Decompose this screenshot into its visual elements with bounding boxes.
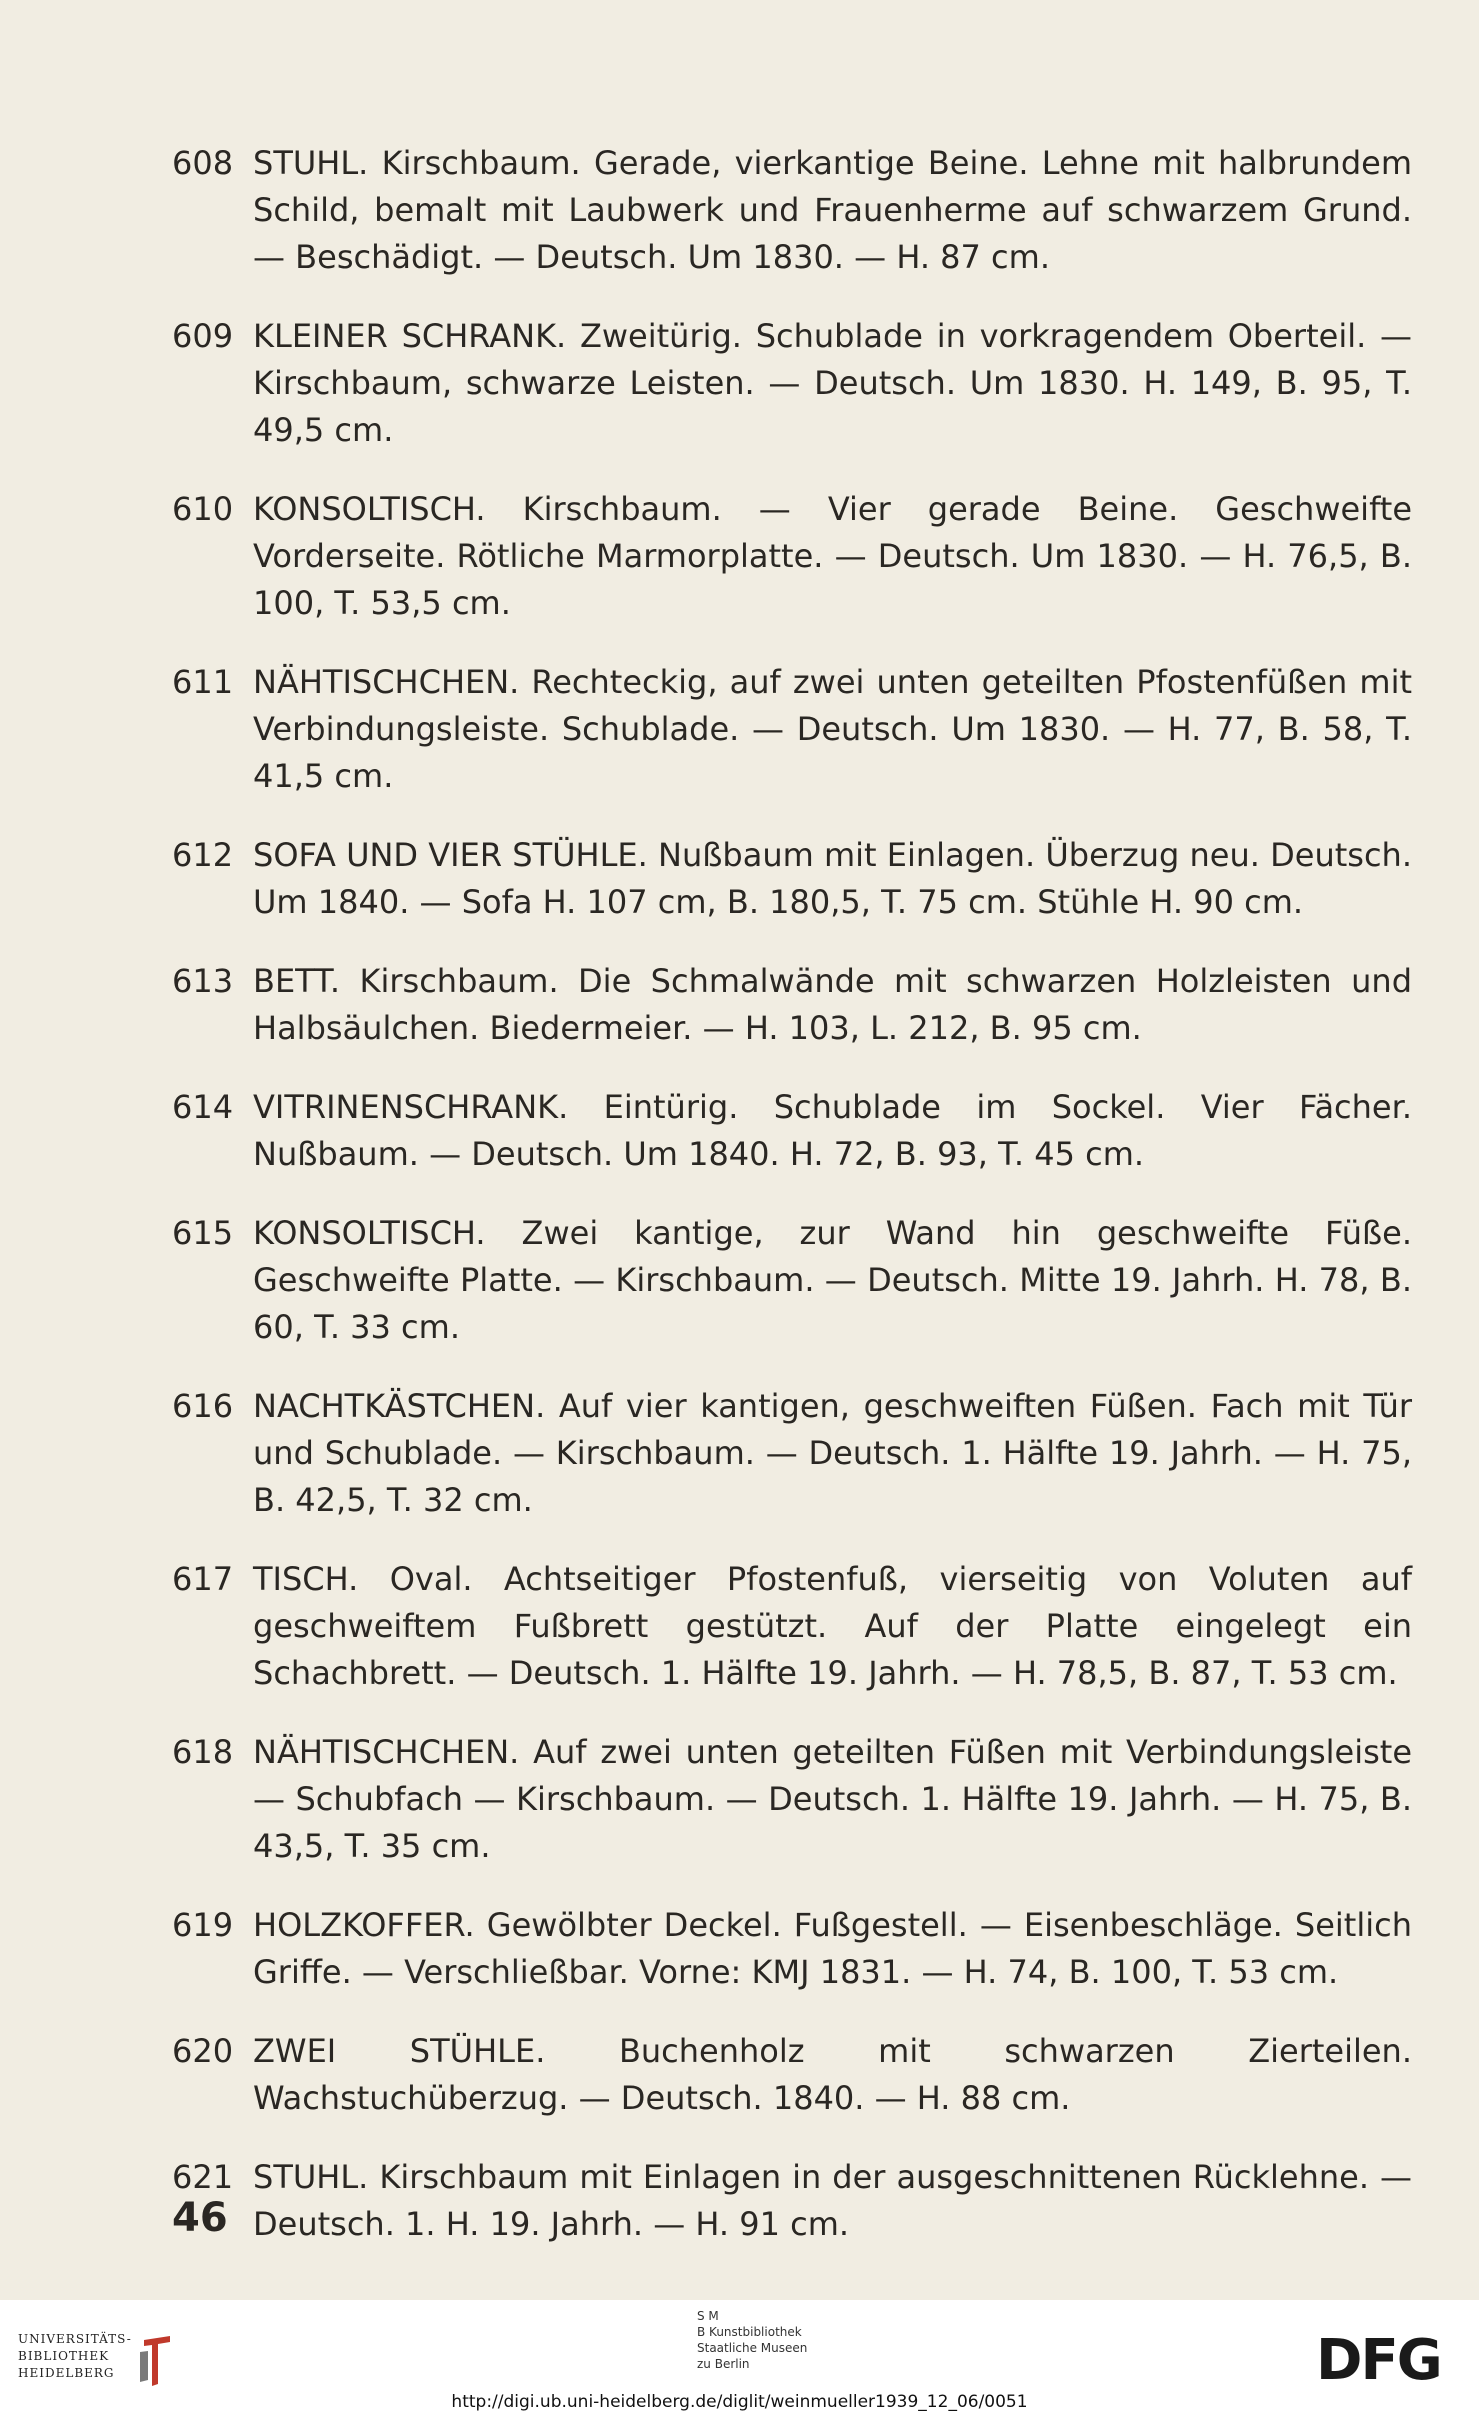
sm-line: Staatliche Museen [697, 2341, 808, 2355]
page-number: 46 [172, 2195, 228, 2241]
entry-number: 609 [172, 317, 234, 355]
entry-number: 611 [172, 663, 234, 701]
entry-text: KONSOLTISCH. Zwei kantige, zur Wand hin geschweifte Füße. Geschweifte Platte. — Kirschbaum. — Deutsch. Mitte 19. Jahrh. H. 78, B. 60, T. 33 cm. [253, 1214, 1412, 1346]
entry-number: 608 [172, 144, 234, 182]
sm-kunstbibliothek-logo[interactable] [697, 2308, 897, 2372]
heidelberg-library-logo[interactable] [18, 2330, 178, 2390]
library-line: HEIDELBERG [18, 2366, 115, 2380]
catalog-entry [172, 832, 1412, 926]
entry-number: 614 [172, 1088, 234, 1126]
catalog-entry [172, 313, 1412, 454]
catalog-entry [172, 2028, 1412, 2122]
catalog-entry [172, 2154, 1412, 2248]
entry-text: STUHL. Kirschbaum mit Einlagen in der ausgeschnittenen Rücklehne. — Deutsch. 1. H. 19. Jahrh. — H. 91 cm. [253, 2158, 1412, 2243]
entry-number: 620 [172, 2032, 234, 2070]
entry-text: KLEINER SCHRANK. Zweitürig. Schublade in vorkragendem Oberteil. — Kirschbaum, schwarze Leisten. — Deutsch. Um 1830. H. 149, B. 95, T. 49,5 cm. [253, 317, 1412, 449]
entry-text: HOLZKOFFER. Gewölbter Deckel. Fußgestell. — Eisenbeschläge. Seitlich Griffe. — Verschließbar. Vorne: KMJ 1831. — H. 74, B. 100, T. 53 cm. [253, 1906, 1412, 1991]
sm-line: B Kunstbibliothek [697, 2325, 802, 2339]
catalog-entry [172, 659, 1412, 800]
entry-text: VITRINENSCHRANK. Eintürig. Schublade im Sockel. Vier Fächer. Nußbaum. — Deutsch. Um 1840. H. 72, B. 93, T. 45 cm. [253, 1088, 1412, 1173]
dfg-logo[interactable]: DFG [1316, 2328, 1441, 2393]
entry-number: 617 [172, 1560, 234, 1598]
catalog-entry [172, 1902, 1412, 1996]
entry-text: NÄHTISCHCHEN. Rechteckig, auf zwei unten geteilten Pfostenfüßen mit Verbindungsleiste. Schublade. — Deutsch. Um 1830. — H. 77, B. 58, T. 41,5 cm. [253, 663, 1412, 795]
entry-number: 610 [172, 490, 234, 528]
entry-text: TISCH. Oval. Achtseitiger Pfostenfuß, vierseitig von Voluten auf geschweiftem Fußbrett gestützt. Auf der Platte eingelegt ein Schachbrett. — Deutsch. 1. Hälfte 19. Jahrh. — H. 78,5, B. 87, T. 53 cm. [253, 1560, 1412, 1692]
entry-text: NÄHTISCHCHEN. Auf zwei unten geteilten Füßen mit Verbindungsleiste — Schubfach — Kirschbaum. — Deutsch. 1. Hälfte 19. Jahrh. — H. 75, B. 43,5, T. 35 cm. [253, 1733, 1412, 1865]
catalog-entry [172, 1729, 1412, 1870]
entry-number: 615 [172, 1214, 234, 1252]
catalog-entry [172, 1383, 1412, 1524]
entry-number: 618 [172, 1733, 234, 1771]
entry-text: NACHTKÄSTCHEN. Auf vier kantigen, geschweiften Füßen. Fach mit Tür und Schublade. — Kirschbaum. — Deutsch. 1. Hälfte 19. Jahrh. — H. 75, B. 42,5, T. 32 cm. [253, 1387, 1412, 1519]
source-url-link[interactable]: http://digi.ub.uni-heidelberg.de/diglit/weinmueller1939_12_06/0051 [451, 2392, 1028, 2412]
entry-list [172, 140, 1412, 2280]
library-line: BIBLIOTHEK [18, 2349, 110, 2363]
entry-number: 616 [172, 1387, 234, 1425]
entry-text: ZWEI STÜHLE. Buchenholz mit schwarzen Zierteilen. Wachstuchüberzug. — Deutsch. 1840. — H. 88 cm. [253, 2032, 1412, 2117]
catalog-entry [172, 1084, 1412, 1178]
entry-text: KONSOLTISCH. Kirschbaum. — Vier gerade Beine. Geschweifte Vorderseite. Rötliche Marmorplatte. — Deutsch. Um 1830. — H. 76,5, B. 100, T. 53,5 cm. [253, 490, 1412, 622]
entry-number: 612 [172, 836, 234, 874]
sm-line: zu Berlin [697, 2357, 750, 2371]
entry-text: SOFA UND VIER STÜHLE. Nußbaum mit Einlagen. Überzug neu. Deutsch. Um 1840. — Sofa H. 107 cm, B. 180,5, T. 75 cm. Stühle H. 90 cm. [253, 836, 1412, 921]
entry-number: 621 [172, 2158, 234, 2196]
entry-number: 619 [172, 1906, 234, 1944]
sm-line: S M [697, 2309, 719, 2323]
digitization-footer [0, 2300, 1479, 2418]
catalog-entry [172, 958, 1412, 1052]
library-emblem-icon [136, 2334, 176, 2388]
library-line: UNIVERSITÄTS- [18, 2332, 132, 2346]
catalog-entry [172, 486, 1412, 627]
entry-text: BETT. Kirschbaum. Die Schmalwände mit schwarzen Holzleisten und Halbsäulchen. Biedermeier. — H. 103, L. 212, B. 95 cm. [253, 962, 1412, 1047]
entry-text: STUHL. Kirschbaum. Gerade, vierkantige Beine. Lehne mit halbrundem Schild, bemalt mit Laubwerk und Frauenherme auf schwarzem Grund. — Beschädigt. — Deutsch. Um 1830. — H. 87 cm. [253, 144, 1412, 276]
entry-number: 613 [172, 962, 234, 1000]
catalog-entry [172, 1210, 1412, 1351]
catalog-entry [172, 1556, 1412, 1697]
catalog-entry [172, 140, 1412, 281]
